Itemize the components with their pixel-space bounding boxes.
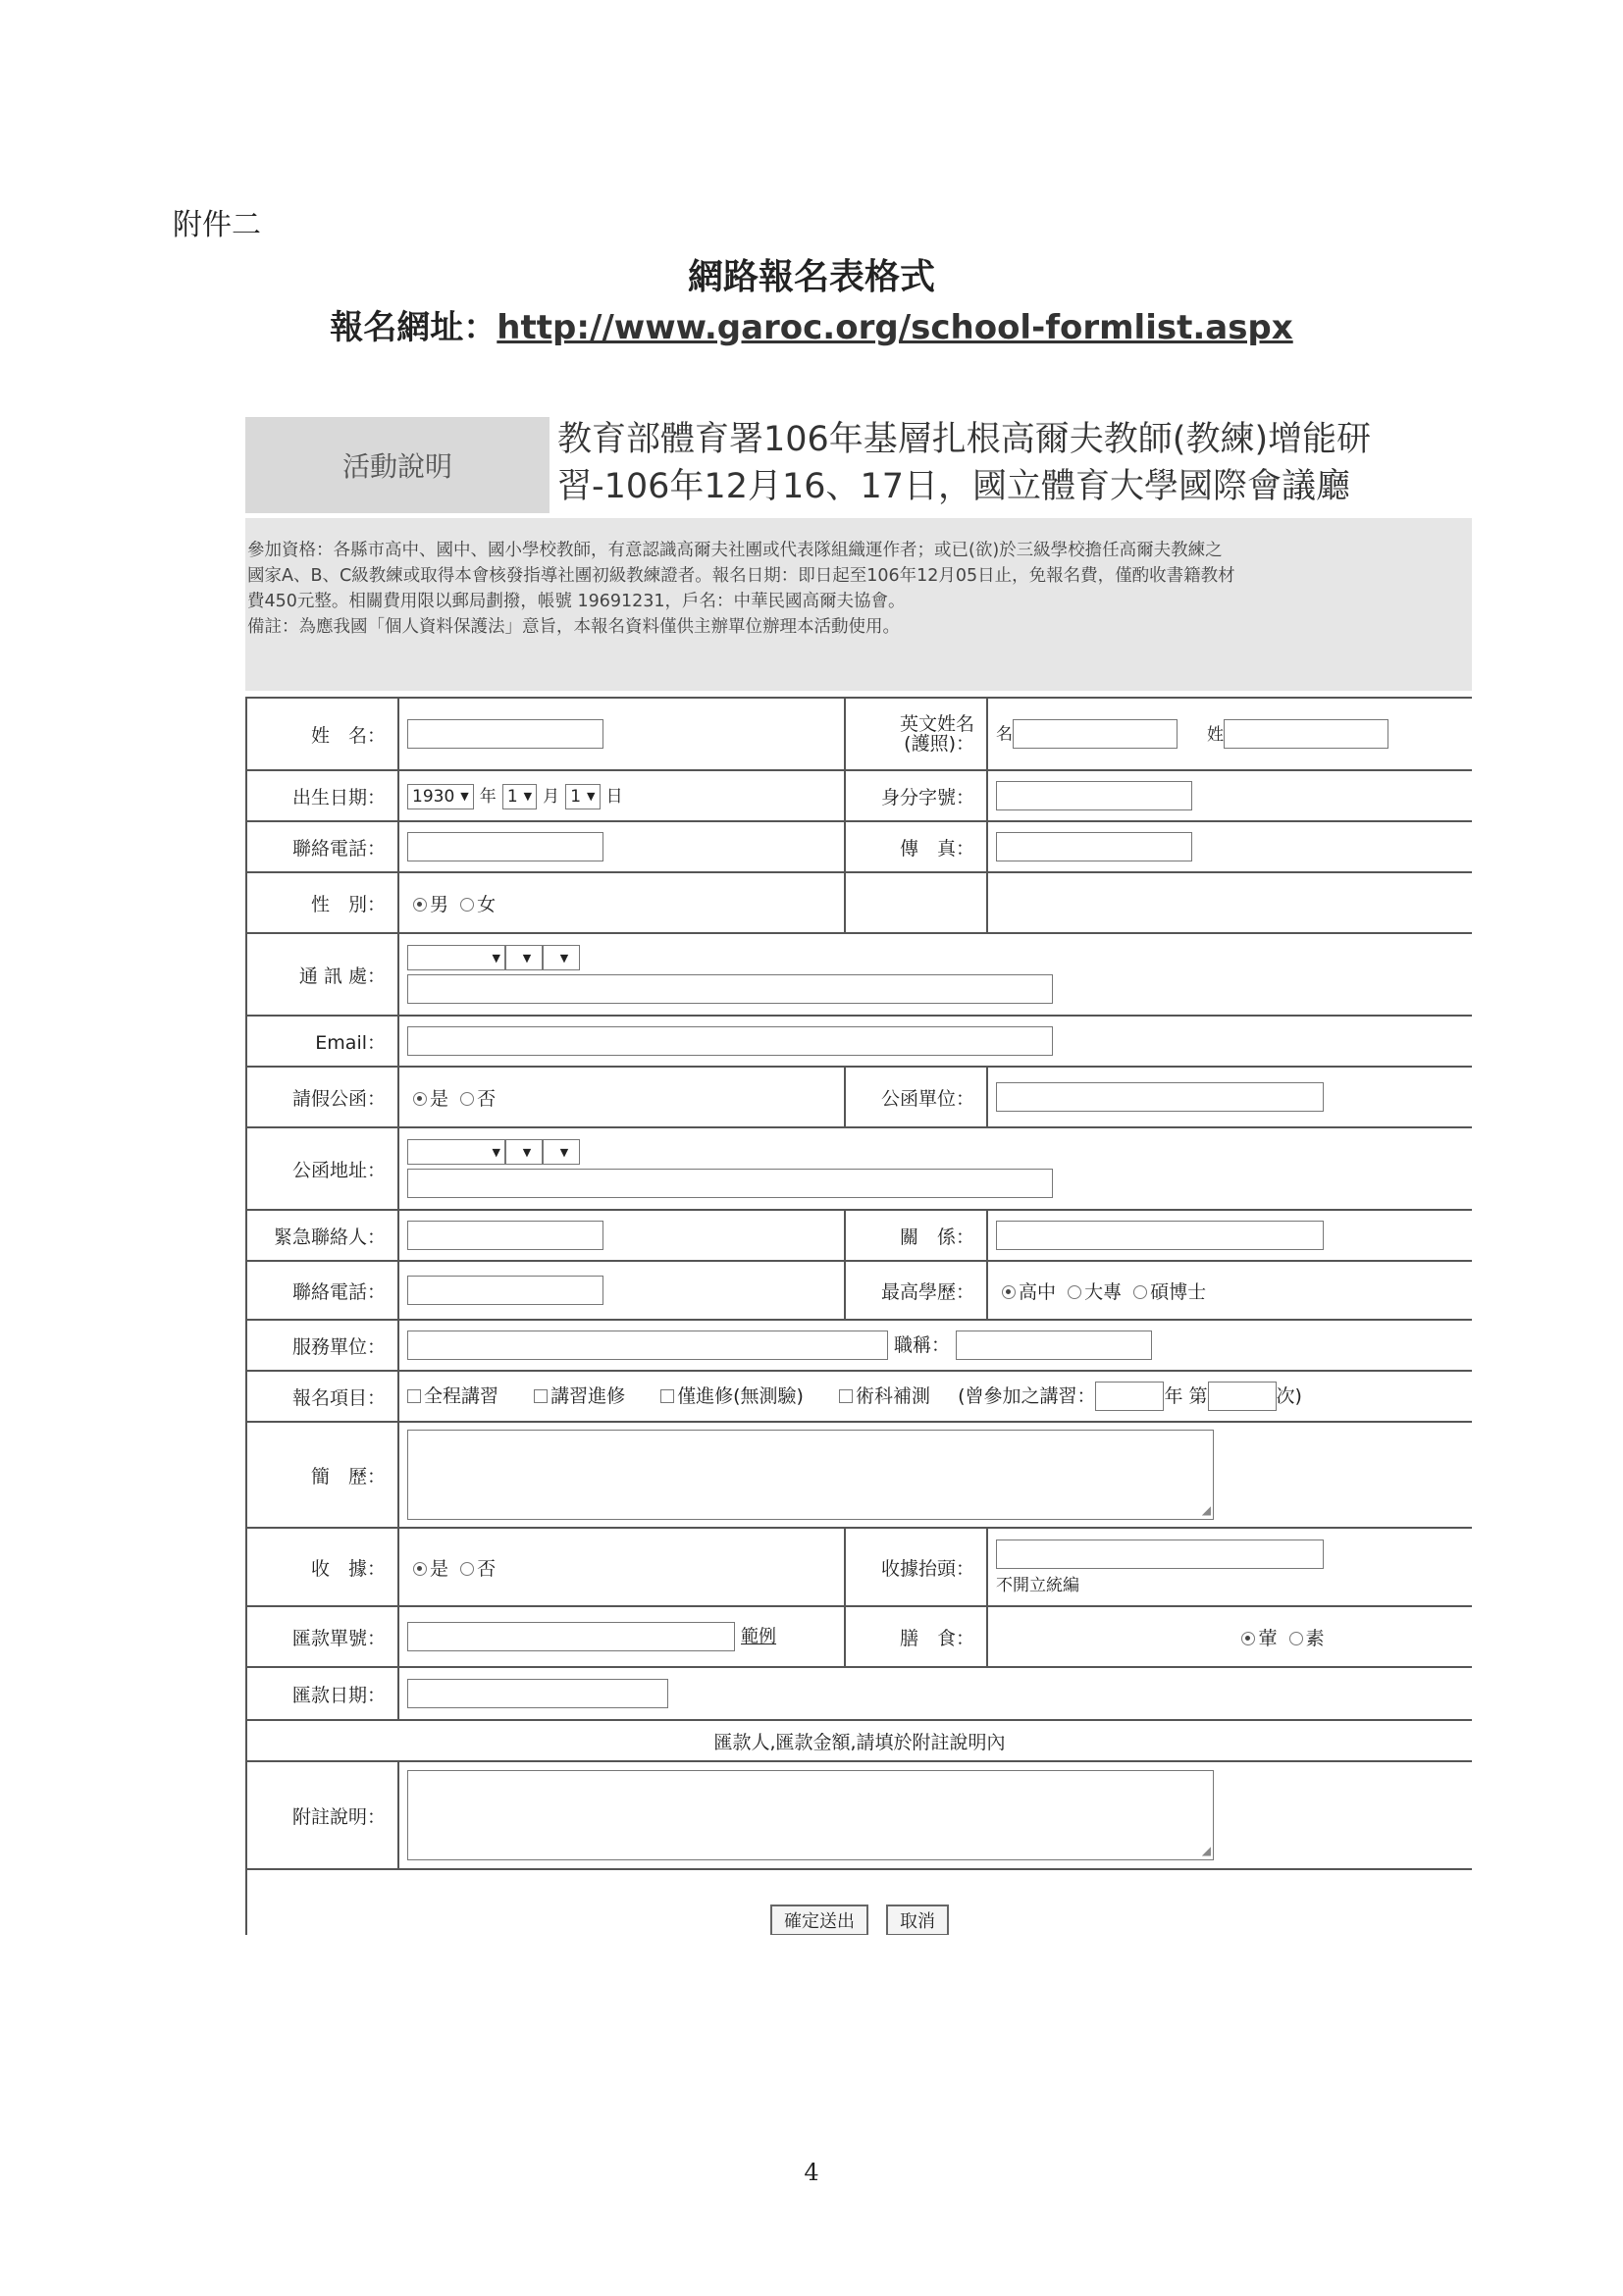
url-line	[0, 300, 1623, 348]
item-prev-year-input[interactable]	[1095, 1382, 1164, 1411]
leave-address-input[interactable]	[407, 1169, 1053, 1198]
phone-input[interactable]	[407, 832, 603, 861]
year-unit: 年	[479, 787, 497, 808]
surname-input[interactable]	[1224, 719, 1388, 749]
url-prefix: 報名網址：	[330, 308, 497, 347]
item-study-only-label: 僅進修(無測驗)	[677, 1384, 804, 1407]
work-unit-input[interactable]	[407, 1331, 888, 1360]
address-zip-select[interactable]	[543, 945, 580, 970]
leave-yes-label: 是	[430, 1087, 449, 1110]
edu-grad-radio[interactable]	[1133, 1285, 1147, 1299]
education-label: 最高學歷：	[845, 1261, 987, 1320]
receipt-yes-radio[interactable]	[413, 1562, 427, 1576]
resume-label: 簡 歷：	[246, 1422, 398, 1528]
receipt-no-label: 否	[477, 1557, 497, 1580]
item-full-label: 全程講習	[424, 1384, 499, 1407]
birth-label: 出生日期：	[246, 770, 398, 821]
row-remit-date	[246, 1667, 1472, 1720]
item-study-only-checkbox[interactable]	[660, 1389, 674, 1403]
leave-district-select[interactable]	[505, 1139, 543, 1165]
fax-input[interactable]	[996, 832, 1192, 861]
leave-city-select[interactable]	[407, 1139, 505, 1165]
registration-form	[245, 697, 1472, 1935]
meal-veg-radio[interactable]	[1289, 1632, 1303, 1645]
english-name-label-line1: 英文姓名	[899, 713, 974, 735]
row-phone	[246, 821, 1472, 872]
notes-textarea[interactable]	[407, 1770, 1214, 1860]
address-city-select[interactable]	[407, 945, 505, 970]
chevron-down-icon: ▼	[492, 1145, 500, 1159]
document-title: 網路報名表格式	[687, 256, 935, 297]
job-title-label: 職稱：	[894, 1333, 951, 1356]
row-address	[246, 933, 1472, 1016]
chevron-down-icon: ▼	[559, 1145, 569, 1159]
phone-label: 聯絡電話：	[246, 821, 398, 872]
item-prev-count-input[interactable]	[1208, 1382, 1277, 1411]
id-input[interactable]	[996, 781, 1192, 810]
row-remit-note	[246, 1720, 1472, 1761]
row-birth	[246, 770, 1472, 821]
gender-male-label: 男	[430, 893, 449, 915]
row-name	[246, 698, 1472, 770]
remit-no-input[interactable]	[407, 1622, 735, 1651]
phone2-label: 聯絡電話：	[246, 1261, 398, 1320]
row-gender	[246, 872, 1472, 933]
chevron-down-icon: ▼	[460, 790, 469, 804]
id-label: 身分字號：	[845, 770, 987, 821]
receipt-title-label: 收據抬頭：	[845, 1528, 987, 1606]
meal-veg-label: 素	[1305, 1627, 1325, 1649]
page-number: 4	[804, 2159, 819, 2186]
leave-zip-select[interactable]	[543, 1139, 580, 1165]
registration-url-link[interactable]: http://www.garoc.org/school-formlist.aspx	[497, 308, 1293, 347]
receipt-note: 不開立統編	[996, 1575, 1079, 1595]
month-unit: 月	[543, 787, 560, 808]
resize-grip-icon: ◢	[1201, 1503, 1211, 1517]
birth-day-select[interactable]	[565, 784, 600, 809]
activity-title	[557, 416, 1470, 510]
leave-unit-input[interactable]	[996, 1082, 1324, 1112]
leave-address-label: 公函地址：	[246, 1127, 398, 1210]
item-prev-prefix: (曾參加之講習：	[958, 1384, 1096, 1407]
relation-label: 關 係：	[845, 1210, 987, 1261]
chevron-down-icon: ▼	[492, 951, 500, 965]
form-screenshot	[245, 412, 1472, 1935]
items-label: 報名項目：	[246, 1371, 398, 1422]
item-retest-checkbox[interactable]	[839, 1389, 853, 1403]
phone2-input[interactable]	[407, 1276, 603, 1305]
row-leave	[246, 1067, 1472, 1127]
meal-meat-label: 葷	[1258, 1627, 1278, 1649]
row-notes	[246, 1761, 1472, 1869]
gender-female-label: 女	[477, 893, 497, 915]
activity-description	[245, 518, 1472, 691]
item-advanced-label: 講習進修	[550, 1384, 626, 1407]
address-input[interactable]	[407, 974, 1053, 1004]
chevron-down-icon: ▼	[522, 951, 532, 965]
leave-no-label: 否	[477, 1087, 497, 1110]
empty-cell	[845, 872, 987, 933]
row-remit	[246, 1606, 1472, 1667]
email-input[interactable]	[407, 1026, 1053, 1056]
desc-line2: 國家A、B、C級教練或取得本會核發指導社團初級教練證者。報名日期：即日起至106年12月05日止，免報名費，僅酌收書籍教材	[247, 566, 1235, 586]
empty-cell	[987, 872, 1472, 933]
chevron-down-icon: ▼	[559, 951, 569, 965]
edu-high-label: 高中	[1019, 1280, 1057, 1303]
resume-textarea[interactable]	[407, 1430, 1214, 1520]
chevron-down-icon: ▼	[587, 790, 596, 804]
remit-date-input[interactable]	[407, 1679, 668, 1708]
fax-label: 傳 真：	[845, 821, 987, 872]
desc-line4: 備註：為應我國「個人資料保護法」意旨，本報名資料僅供主辦單位辦理本活動使用。	[247, 617, 900, 637]
receipt-label: 收 據：	[246, 1528, 398, 1606]
cancel-button[interactable]: 取消	[886, 1905, 949, 1935]
edu-college-label: 大專	[1084, 1280, 1123, 1303]
edu-college-radio[interactable]	[1068, 1285, 1081, 1299]
row-buttons	[246, 1869, 1472, 1935]
meal-label: 膳 食：	[845, 1606, 987, 1667]
leave-yes-radio[interactable]	[413, 1092, 427, 1106]
edu-grad-label: 碩博士	[1150, 1280, 1207, 1303]
birth-month-value: 1	[506, 786, 518, 807]
birth-month-select[interactable]	[502, 784, 537, 809]
leave-label: 請假公函：	[246, 1067, 398, 1127]
relation-input[interactable]	[996, 1221, 1324, 1250]
leave-unit-label: 公函單位：	[845, 1067, 987, 1127]
item-prev-suffix: 次)	[1276, 1384, 1302, 1407]
day-unit: 日	[605, 787, 623, 808]
activity-title-line2: 習-106年12月16、17日，國立體育大學國際會議廳	[557, 467, 1351, 506]
desc-line1: 參加資格：各縣市高中、國中、國小學校教師，有意認識高爾夫社團或代表隊組織運作者；或已(欲)於三級學校擔任高爾夫教練之	[247, 541, 1223, 560]
row-email	[246, 1016, 1472, 1067]
receipt-yes-label: 是	[430, 1557, 449, 1580]
activity-title-line1: 教育部體育署106年基層扎根高爾夫教師(教練)增能研	[557, 420, 1372, 459]
item-full-checkbox[interactable]	[407, 1389, 421, 1403]
row-emergency	[246, 1210, 1472, 1261]
remit-note: 匯款人,匯款金額,請填於附註說明內	[246, 1720, 1472, 1761]
chevron-down-icon: ▼	[522, 1145, 532, 1159]
work-unit-label: 服務單位：	[246, 1320, 398, 1371]
receipt-title-input[interactable]	[996, 1539, 1324, 1569]
activity-label: 活動說明	[245, 417, 550, 513]
given-name-input[interactable]	[1013, 719, 1178, 749]
row-items	[246, 1371, 1472, 1422]
english-name-label	[845, 698, 987, 770]
name-input[interactable]	[407, 719, 603, 749]
emergency-label: 緊急聯絡人：	[246, 1210, 398, 1261]
surname-label: 姓	[1207, 724, 1225, 745]
remit-date-label: 匯款日期：	[246, 1667, 398, 1720]
english-name-label-line2: (護照)：	[904, 733, 974, 755]
gender-female-radio[interactable]	[460, 898, 474, 912]
row-resume	[246, 1422, 1472, 1528]
example-link[interactable]: 範例	[741, 1626, 777, 1647]
given-name-label: 名	[996, 724, 1013, 745]
notes-label: 附註說明：	[246, 1761, 398, 1869]
chevron-down-icon: ▼	[523, 790, 533, 804]
name-label: 姓 名：	[246, 698, 398, 770]
row-work	[246, 1320, 1472, 1371]
item-retest-label: 術科補測	[856, 1384, 931, 1407]
item-prev-year-label: 年 第	[1164, 1384, 1208, 1407]
job-title-input[interactable]	[956, 1331, 1152, 1360]
address-label: 通 訊 處：	[246, 933, 398, 1016]
submit-button[interactable]: 確定送出	[770, 1905, 868, 1935]
annex-label: 附件二	[173, 208, 261, 242]
receipt-no-radio[interactable]	[460, 1562, 474, 1576]
activity-header	[245, 412, 1472, 510]
emergency-input[interactable]	[407, 1221, 603, 1250]
item-advanced-checkbox[interactable]	[534, 1389, 548, 1403]
resize-grip-icon: ◢	[1201, 1844, 1211, 1857]
birth-year-value: 1930	[412, 786, 455, 807]
leave-no-radio[interactable]	[460, 1092, 474, 1106]
gender-male-radio[interactable]	[413, 898, 427, 912]
birth-day-value: 1	[570, 786, 582, 807]
row-phone2	[246, 1261, 1472, 1320]
remit-no-label: 匯款單號：	[246, 1606, 398, 1667]
gender-label: 性 別：	[246, 872, 398, 933]
desc-line3: 費450元整。相關費用限以郵局劃撥，帳號 19691231，戶名：中華民國高爾夫協會。	[247, 592, 906, 611]
row-leave-address	[246, 1127, 1472, 1210]
address-district-select[interactable]	[505, 945, 543, 970]
meal-meat-radio[interactable]	[1241, 1632, 1255, 1645]
birth-year-select[interactable]	[407, 784, 474, 809]
edu-high-radio[interactable]	[1002, 1285, 1016, 1299]
email-label: Email：	[246, 1016, 398, 1067]
row-receipt	[246, 1528, 1472, 1606]
